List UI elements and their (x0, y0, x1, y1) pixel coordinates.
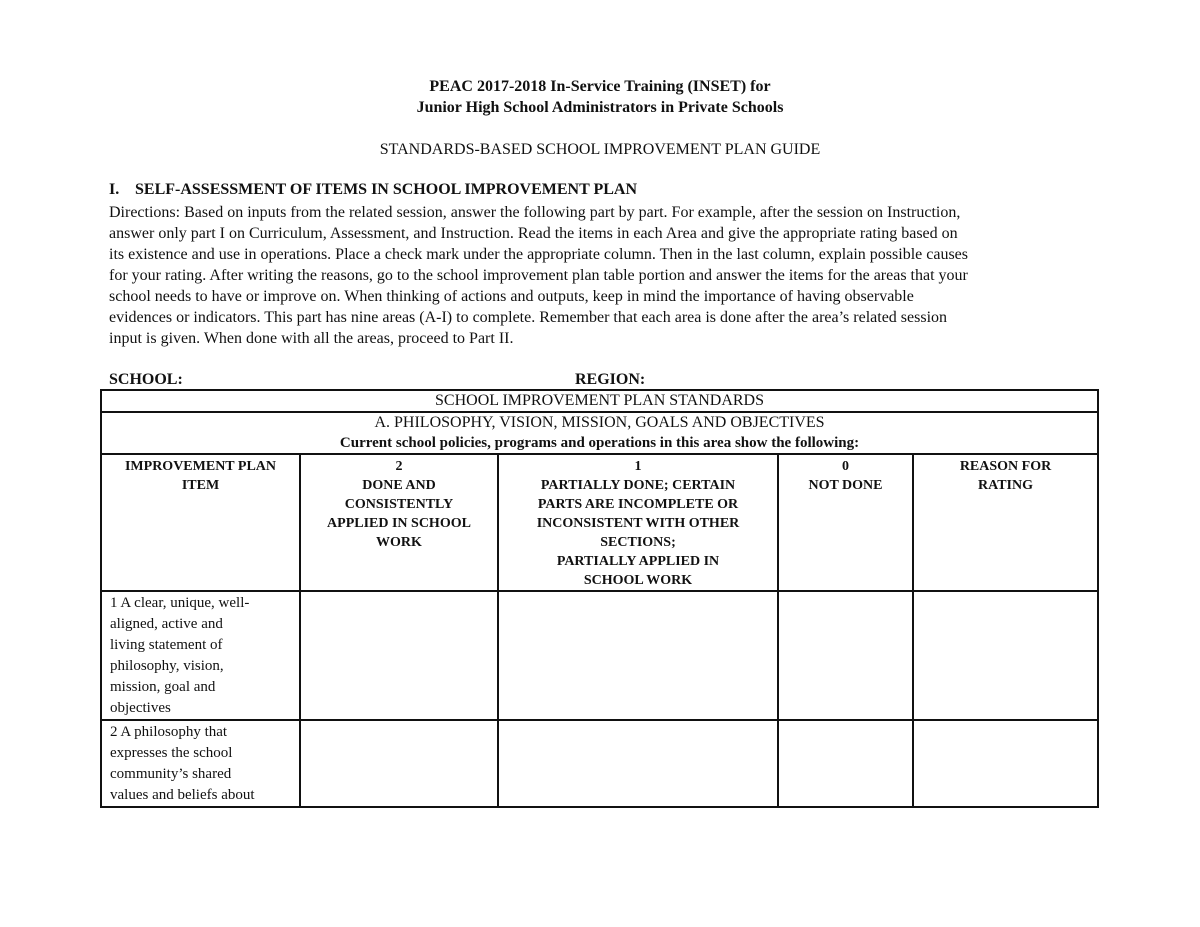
item-line: mission, goal and (110, 679, 216, 695)
column-header-reason (913, 454, 1098, 591)
item-text (102, 592, 299, 719)
item-line: objectives (110, 700, 171, 716)
table-row (101, 720, 1098, 807)
directions-line: evidences or indicators. This part has nine areas (A-I) to complete. Remember that each area is done after the area’s related session (109, 309, 948, 326)
directions-paragraph (109, 202, 1099, 349)
directions-line: for your rating. After writing the reasons, go to the school improvement plan table portion and answer the items for the areas that your (109, 267, 968, 284)
column-header-rating-1 (498, 454, 778, 591)
item-cell (101, 720, 300, 807)
header-line: 1 (634, 459, 642, 474)
table-standards-row (101, 390, 1098, 412)
document-title-line-1: PEAC 2017-2018 In-Service Training (INSET) for (429, 78, 771, 95)
directions-line: answer only part I on Curriculum, Assessment, and Instruction. Read the items in each Area and give the appropriate rating based on (109, 225, 958, 242)
section-number: I. (109, 181, 120, 198)
header-line: RATING (978, 478, 1033, 493)
region-field-label: REGION: (575, 371, 646, 388)
header-line: 0 (842, 459, 849, 474)
directions-line: school needs to have or improve on. When thinking of actions and outputs, keep in mind the importance of having observable (109, 288, 914, 305)
school-field-label: SCHOOL: (109, 371, 183, 388)
rating-2-cell[interactable] (300, 591, 498, 720)
item-line: expresses the school (110, 745, 233, 761)
document-guide-title: STANDARDS-BASED SCHOOL IMPROVEMENT PLAN GUIDE (379, 141, 821, 158)
document-title-line-2: Junior High School Administrators in Private Schools (416, 99, 784, 116)
area-subtitle: Current school policies, programs and operations in this area show the following: (339, 435, 860, 451)
header-line: DONE AND (362, 478, 436, 493)
directions-line: Directions: Based on inputs from the related session, answer the following part by part. For example, after the session on Instruction, (109, 204, 961, 221)
header-line: CONSISTENTLY (344, 497, 454, 512)
item-line: 2 A philosophy that (110, 724, 228, 740)
item-line: living statement of (110, 637, 223, 653)
item-text (102, 721, 299, 806)
header-line: SCHOOL WORK (583, 573, 693, 588)
rating-2-cell[interactable] (300, 720, 498, 807)
header-line: PARTIALLY DONE; CERTAIN (540, 478, 736, 493)
item-line: 1 A clear, unique, well- (110, 595, 250, 611)
area-title-cell (101, 412, 1098, 454)
header-line: WORK (376, 535, 422, 550)
item-cell (101, 591, 300, 720)
item-line: community’s shared (110, 766, 232, 782)
rating-0-cell[interactable] (778, 720, 913, 807)
header-line: IMPROVEMENT PLAN (124, 459, 277, 474)
header-line: APPLIED IN SCHOOL (327, 516, 471, 531)
header-line: ITEM (181, 478, 220, 493)
header-line: REASON FOR (959, 459, 1052, 474)
column-header-item (101, 454, 300, 591)
section-title: SELF-ASSESSMENT OF ITEMS IN SCHOOL IMPROVEMENT PLAN (135, 181, 638, 198)
directions-line: input is given. When done with all the areas, proceed to Part II. (109, 330, 514, 347)
standards-title-cell: SCHOOL IMPROVEMENT PLAN STANDARDS (101, 390, 1098, 412)
header-line: PARTS ARE INCOMPLETE OR (537, 497, 739, 512)
rating-1-cell[interactable] (498, 591, 778, 720)
header-line: INCONSISTENT WITH OTHER (536, 516, 740, 531)
table-row (101, 591, 1098, 720)
header-line: PARTIALLY APPLIED IN (556, 554, 720, 569)
rating-1-cell[interactable] (498, 720, 778, 807)
reason-cell[interactable] (913, 720, 1098, 807)
item-line: values and beliefs about (110, 787, 255, 803)
area-title: A. PHILOSOPHY, VISION, MISSION, GOALS AND OBJECTIVES (374, 414, 825, 431)
column-header-rating-0 (778, 454, 913, 591)
header-line: 2 (395, 459, 403, 474)
rating-0-cell[interactable] (778, 591, 913, 720)
reason-cell[interactable] (913, 591, 1098, 720)
table-header-row (101, 454, 1098, 591)
item-line: philosophy, vision, (110, 658, 224, 674)
column-header-rating-2 (300, 454, 498, 591)
improvement-plan-table (100, 389, 1099, 808)
table-area-row (101, 412, 1098, 454)
item-line: aligned, active and (110, 616, 223, 632)
header-line: NOT DONE (808, 478, 883, 493)
section-heading (109, 180, 637, 200)
header-line: SECTIONS; (600, 535, 676, 550)
directions-line: its existence and use in operations. Place a check mark under the appropriate column. Then in the last column, explain possible causes (109, 246, 968, 263)
